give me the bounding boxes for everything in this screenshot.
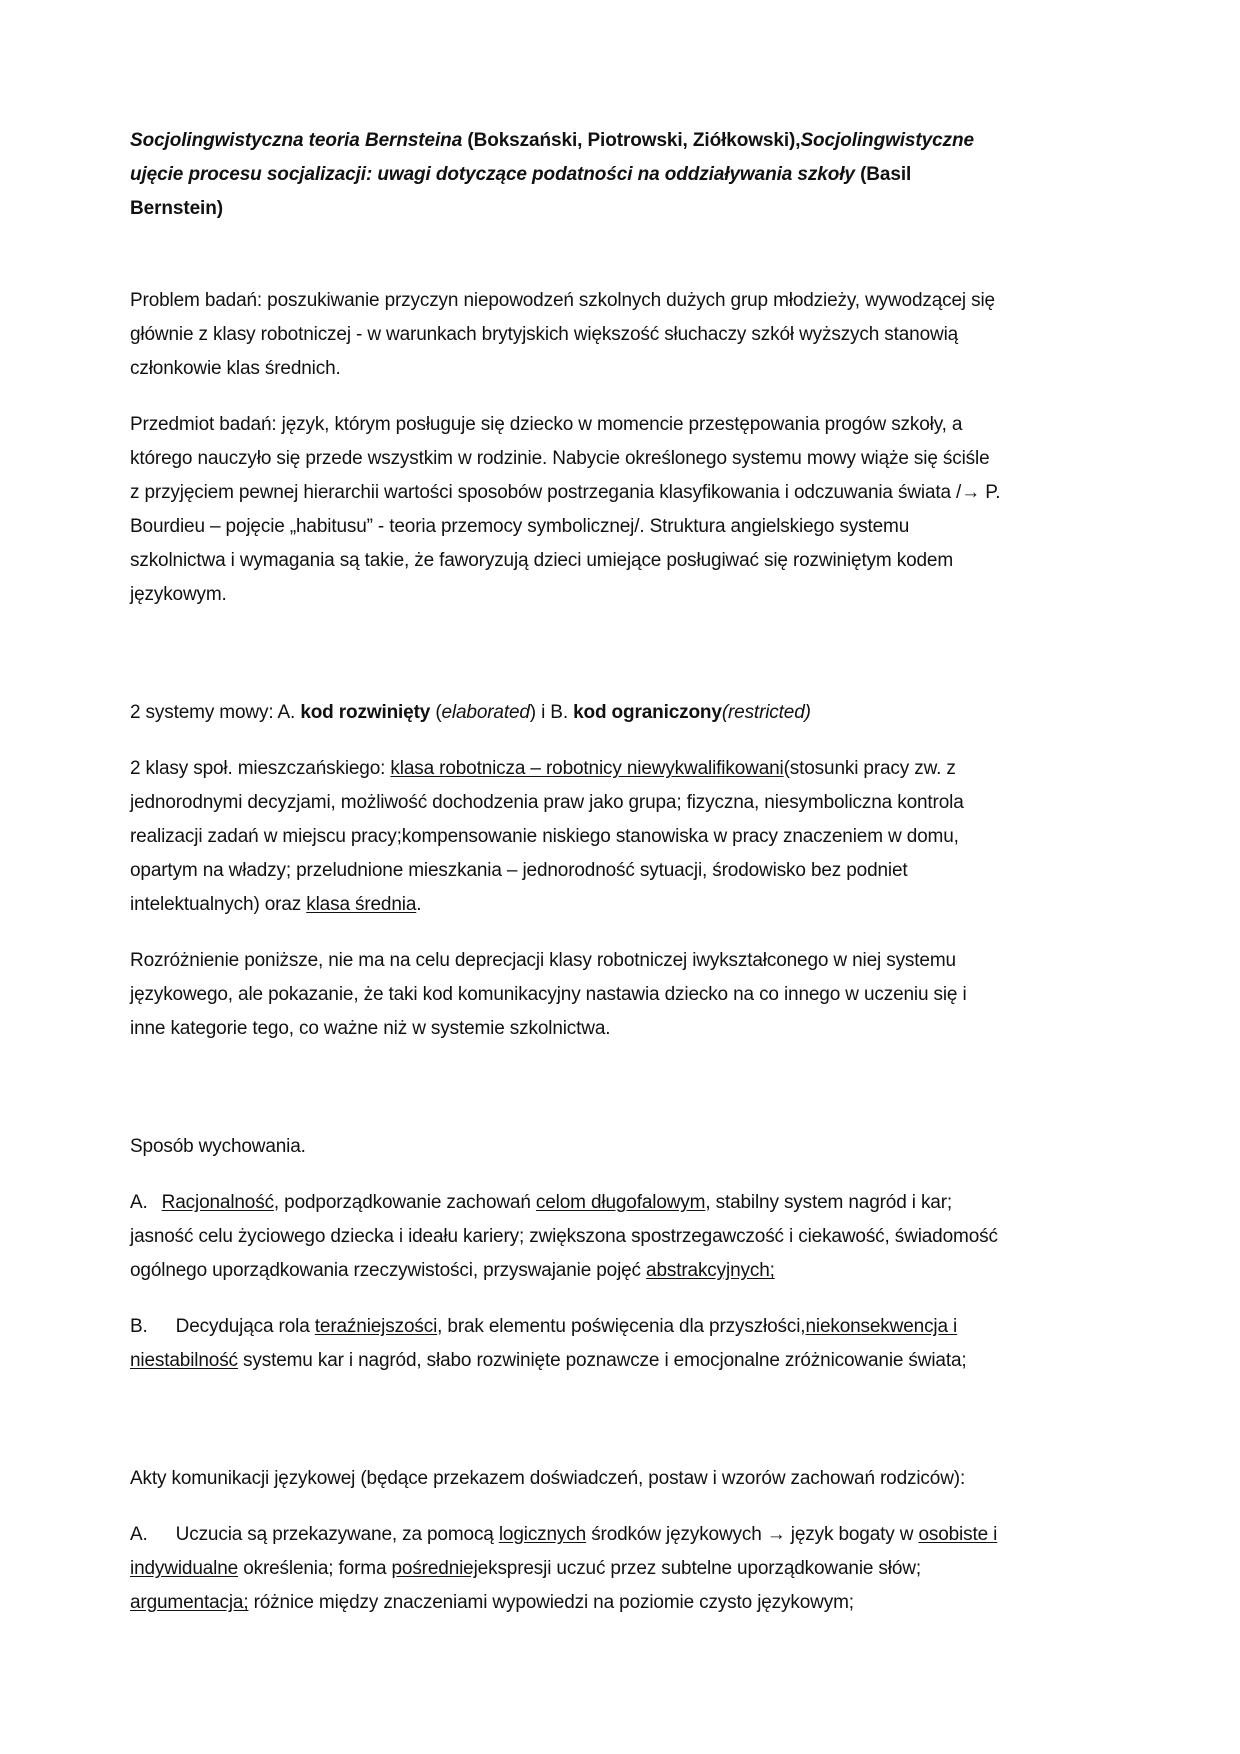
akty-a-suffix: różnice między znaczeniami wypowiedzi na poziomie czysto językowym; (248, 1592, 854, 1613)
dwa-systemy-prefix: 2 systemy mowy: A. (130, 702, 301, 723)
racjonalnosc-underline: Racjonalność (161, 1192, 274, 1213)
spacer (130, 1400, 1002, 1462)
akty-list-label-a: A. (130, 1524, 148, 1545)
title-italic-part-1: Socjolingwistyczna teoria Bernsteina (130, 130, 463, 151)
paragraph-dwa-klasy-spol (130, 752, 1002, 922)
kod-rozwiniety-label: kod rozwinięty (300, 702, 431, 723)
paragraph-dwa-systemy-mowy (130, 696, 1002, 730)
punkt-a-mid-2: , stabilny system nagród i kar; jasność celu życiowego dziecka i ideału kariery; zwiększona spostrzegawczość i ciekawość, świadomość ogólnego uporządkowania rzeczywistości, przyswajanie pojęć (130, 1192, 998, 1281)
punkt-b-suffix: systemu kar i nagród, słabo rozwinięte poznawcze i emocjonalne zróżnicowanie świata; (237, 1350, 967, 1371)
list-label-b: B. (130, 1316, 148, 1337)
punkt-b-mid-1: , brak elementu poświęcenia dla przyszłości, (437, 1316, 806, 1337)
document-title (130, 124, 1002, 226)
dwa-systemy-mid-a: ( (430, 702, 442, 723)
dwa-klasy-prefix: 2 klasy społ. mieszczańskiego: (130, 758, 391, 779)
title-italic-part-2: Socjolingwistyczne ujęcie (130, 130, 974, 185)
elaborated-label: elaborated (441, 702, 530, 723)
dwa-systemy-mid-b: ) i B. (529, 702, 574, 723)
dwa-klasy-suffix: . (416, 894, 422, 915)
terazniejszosci-underline: teraźniejszości (314, 1316, 438, 1337)
kod-ograniczony-label: kod ograniczony (573, 702, 722, 723)
restricted-label: (restricted) (721, 702, 811, 723)
punkt-a-mid-1: , podporządkowanie zachowań (273, 1192, 536, 1213)
argumentacja-underline: argumentacja; (130, 1592, 249, 1613)
przedmiot-text-2: P. Bourdieu – pojęcie „habitusu” - teoria przemocy symbolicznej/. Struktura angielskiego systemu szkolnictwa i wymagania są takie, że faworyzują dzieci umiejące posługiwać się rozwiniętym kodem językowym. (130, 482, 1001, 605)
title-upright-part-1: (Bokszański, Piotrowski, Ziółkowski), (462, 130, 801, 151)
niekonsekwencja-niestabilnosc-underline: niekonsekwencja i niestabilność (130, 1316, 958, 1371)
paragraph-akty-komunikacji: Akty komunikacji językowej (będące przekazem doświadczeń, postaw i wzorów zachowań rodziców): (130, 1468, 966, 1489)
title-upright-part-2: (Basil Bernstein) (130, 164, 912, 219)
akty-a-pre: Uczucia są przekazywane, za pomocą (175, 1524, 499, 1545)
paragraph-rozroznienie: Rozróżnienie poniższe, nie ma na celu deprecjacji klasy robotniczej iwykształconego w niej systemu językowego, ale pokazanie, że taki kod komunikacyjny nastawia dziecko na co innego w uczeniu się i inne kategorie tego, co ważne niż w systemie szkolnictwa. (130, 950, 967, 1039)
osobiste-indywidualne-underline: osobiste i indywidualne (130, 1524, 998, 1579)
list-item-akty-a (130, 1518, 1002, 1620)
paragraph-problem-badan: Problem badań: poszukiwanie przyczyn niepowodzeń szkolnych dużych grup młodzieży, wywodzącej się głównie z klasy robotniczej - w warunkach brytyjskich większość słuchaczy szkół wyższych stanowią członkowie klas średnich. (130, 290, 995, 379)
punkt-b-pre: Decydująca rola (175, 1316, 315, 1337)
list-label-a: A. (130, 1192, 148, 1213)
akty-a-mid-2: język bogaty w (785, 1524, 919, 1545)
logicznych-underline: logicznych (498, 1524, 587, 1545)
title-italic-part-3: procesu socjalizacji: uwagi dotyczące podatności na oddziaływania szkoły (188, 164, 855, 185)
przedmiot-text-1: Przedmiot badań: język, którym posługuje się dziecko w momencie przestępowania progów szkoły, a którego nauczyło się przede wszystkim w rodzinie. Nabycie określonego systemu mowy wiąże się ściśle z przyjęciem pewnej hierarchii wartości sposobów postrzegania klasyfikowania i odczuwania świata / (130, 414, 990, 503)
spacer (130, 1068, 1002, 1130)
arrow-icon: → (766, 1524, 786, 1545)
heading-sposob-wychowania: Sposób wychowania. (130, 1136, 306, 1157)
list-item-wychowanie-b (130, 1310, 1002, 1378)
dwa-klasy-mid: (stosunki pracy zw. z jednorodnymi decyzjami, możliwość dochodzenia praw jako grupa; fizyczna, niesymboliczna kontrola realizacji zadań w miejscu pracy;kompensowanie niskiego stanowiska w pracy znaczeniem w domu, opartym na władzy; przeludnione mieszkania – jednorodność sytuacji, środowisko bez podniet intelektualnych) oraz (130, 758, 964, 915)
abstrakcyjnych-underline: abstrakcyjnych; (646, 1260, 775, 1281)
list-item-wychowanie-a (130, 1186, 1002, 1288)
akty-a-mid-1: środków językowych (586, 1524, 767, 1545)
klasa-srednia-underline: klasa średnia (306, 894, 417, 915)
paragraph-przedmiot-badan (130, 408, 1002, 612)
akty-a-mid-3: określenia; forma (238, 1558, 392, 1579)
celom-dlugofalowym-underline: celom długofalowym (535, 1192, 706, 1213)
akty-a-mid-4: ekspresji uczuć przez subtelne uporządkowanie słów; (477, 1558, 921, 1579)
spacer (130, 634, 1002, 696)
klasa-robotnicza-underline: klasa robotnicza – robotnicy niewykwalifikowani (390, 758, 784, 779)
arrow-icon: → (961, 482, 981, 503)
document-body (130, 284, 1002, 1620)
posredniej-underline: pośredniej (391, 1558, 478, 1579)
